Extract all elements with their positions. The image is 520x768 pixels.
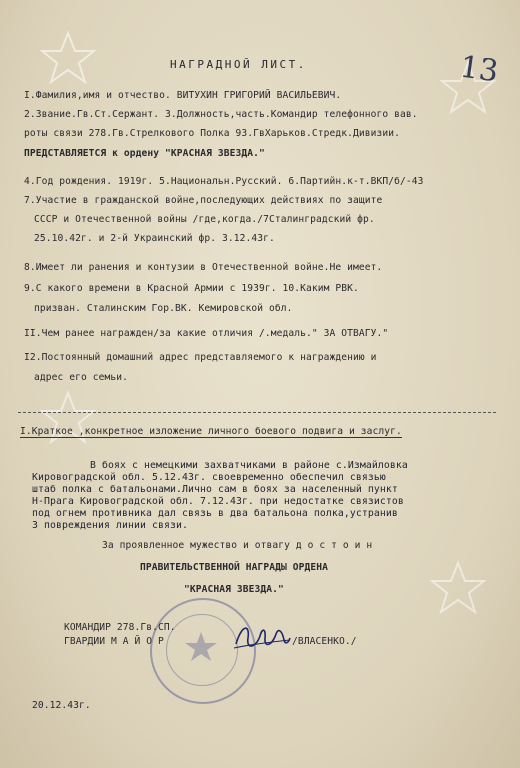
narrative-line: В боях с немецкими захватчиками в районе с.Измайловка <box>90 460 408 471</box>
conclusion-line: За проявленное мужество и отвагу д о с т о и н <box>102 540 373 551</box>
document-title: НАГРАДНОЙ ЛИСТ. <box>170 58 307 71</box>
field-rank: 2.Звание.Гв.Ст.Сержант. 3.Должность,часть.Командир телефонного вав. <box>24 109 418 120</box>
field-name: I.Фамилия,имя и отчество. ВИТУХИН ГРИГОРИЙ ВАСИЛЬЕВИЧ. <box>24 90 342 101</box>
field-war-participation-cont: СССР и Отечественной войны /где,когда./7Сталинградский фр. <box>34 214 375 225</box>
narrative-line: под огнем противника дал связь в два батальона полка,устранив <box>32 508 398 519</box>
field-wounds: 8.Имеет ли ранения и контузии в Отечественной войне.Не имеет. <box>24 262 383 273</box>
commander-title: КОМАНДИР 278.Гв.СП. <box>64 622 176 633</box>
narrative-line: Н-Прага Кировоградской обл. 7.12.43г. при недостатке связистов <box>32 496 404 507</box>
section-divider <box>18 412 496 413</box>
field-service-start: 9.С какого времени в Красной Армии с 1939г. 10.Каким РВК. <box>24 283 359 294</box>
field-address: I2.Постоянный домашний адрес представляемого к награждению и <box>24 352 377 363</box>
field-nominated: ПРЕДСТАВЛЯЕТСЯ к ордену "КРАСНАЯ ЗВЕЗДА." <box>24 148 265 159</box>
field-address-cont: адрес его семьи. <box>34 372 129 383</box>
field-drafted: призван. Сталинским Гор.ВК. Кемировской обл. <box>34 303 293 314</box>
field-prior-awards: II.Чем ранее награжден/за какие отличия /.медаль." ЗА ОТВАГУ." <box>24 328 389 339</box>
section-heading-feat: I.Краткое ,конкретное изложение личного боевого подвига и заслуг. <box>20 426 402 437</box>
field-war-participation-dates: 25.10.42г. и 2-й Украинский фр. 3.12.43г. <box>34 233 275 244</box>
commander-rank: ГВАРДИИ М А Й О Р <box>64 636 164 647</box>
commander-signature <box>232 618 292 658</box>
conclusion-award: ПРАВИТЕЛЬСТВЕННОЙ НАГРАДЫ ОРДЕНА <box>140 562 329 573</box>
document-date: 20.12.43г. <box>32 700 91 711</box>
margin-note: 13 <box>457 49 501 90</box>
field-unit: роты связи 278.Гв.Стрелкового Полка 93.ГвХарьков.Стредк.Дивизии. <box>24 128 401 139</box>
field-birth: 4.Год рождения. 1919г. 5.Национальн.Русский. 6.Партийн.к-т.ВКП/б/-43 <box>24 176 424 187</box>
narrative-line: Кировоградской обл. 5.12.43г. своевременно обеспечил связью <box>32 472 386 483</box>
field-war-participation: 7.Участие в гражданской войне,последующих действиях по защите <box>24 195 383 206</box>
watermark-star-icon <box>430 560 486 616</box>
narrative-line: штаб полка с батальонами.Лично сам в боях за населенный пункт <box>32 484 398 495</box>
watermark-star-icon <box>40 30 96 86</box>
narrative-line: 3 повреждения линии связи. <box>32 520 188 531</box>
conclusion-order: "КРАСНАЯ ЗВЕЗДА." <box>184 584 284 595</box>
commander-name: /ВЛАСЕНКО./ <box>292 636 357 647</box>
